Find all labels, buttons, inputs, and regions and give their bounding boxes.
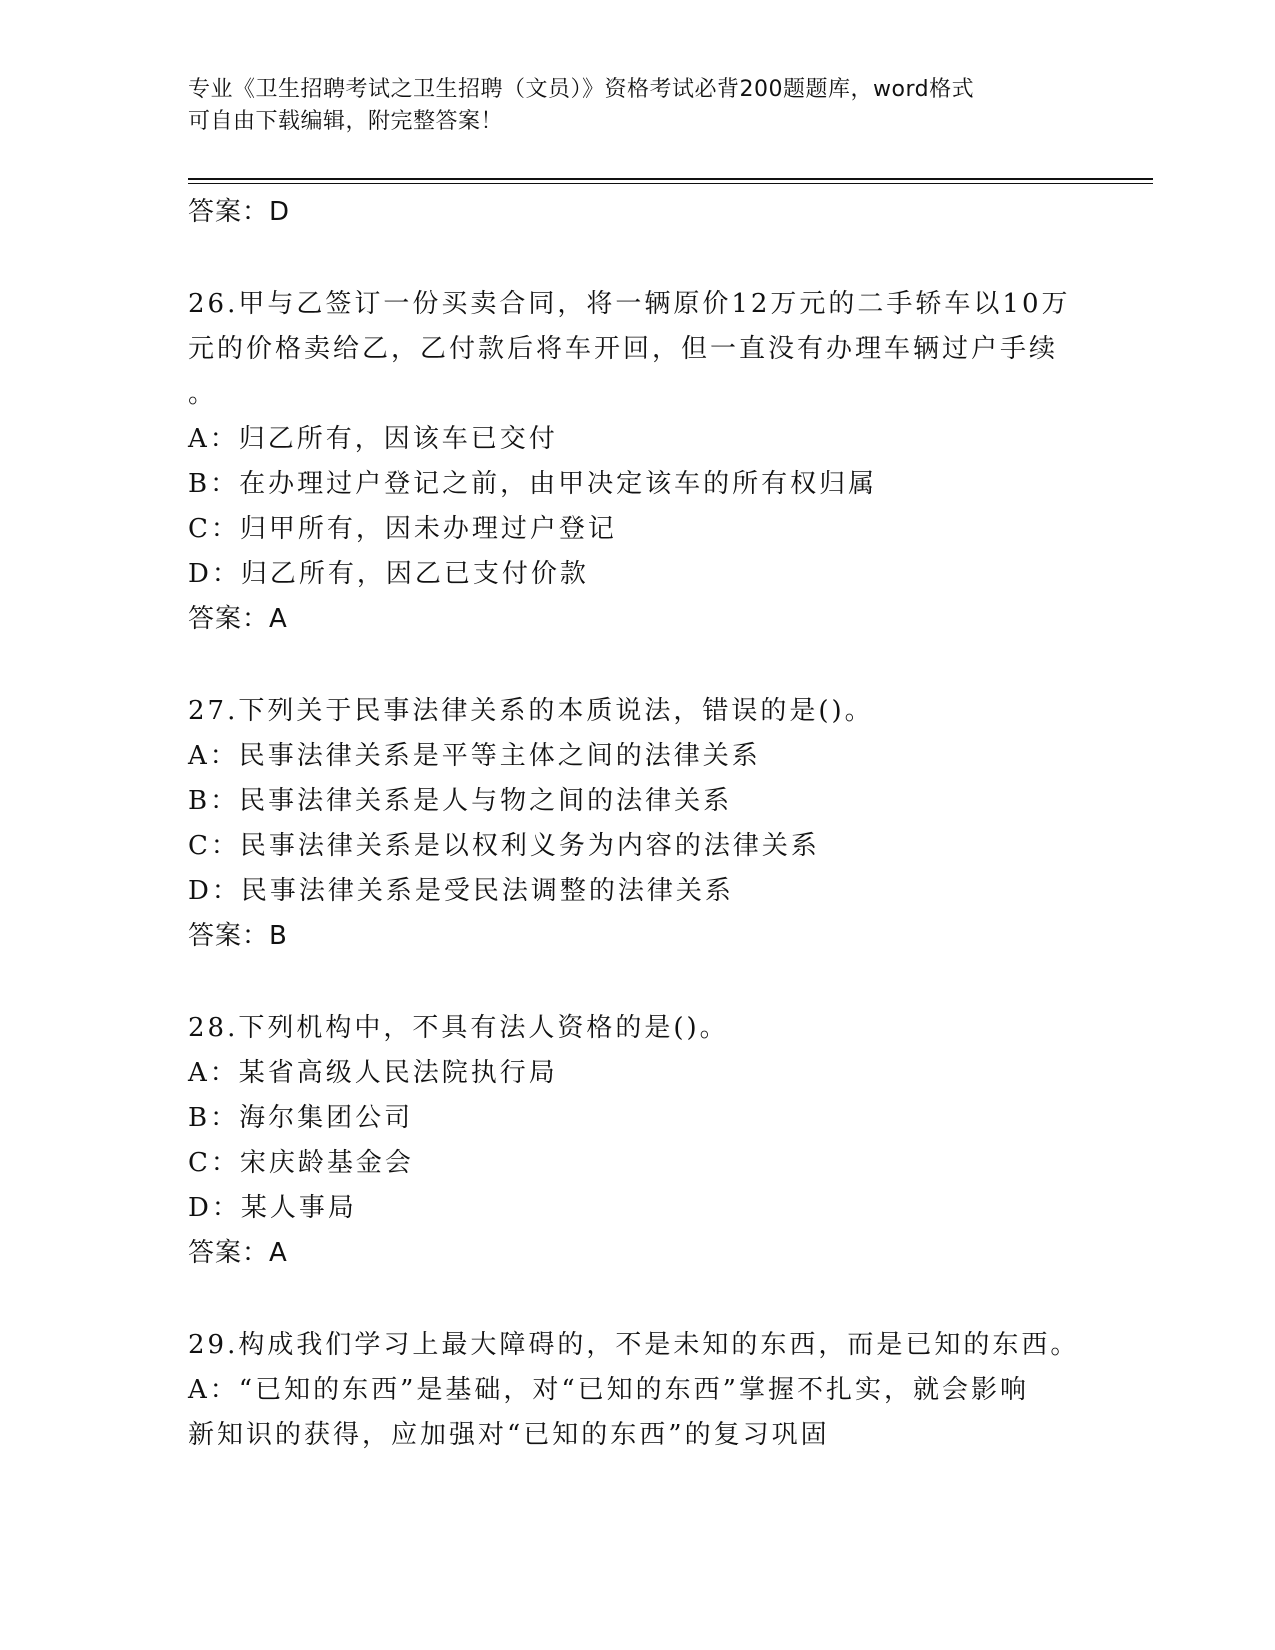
- question-27-option-a: A：民事法律关系是平等主体之间的法律关系: [188, 741, 761, 771]
- question-28-answer: 答案：A: [188, 1238, 288, 1268]
- question-27-answer: 答案：B: [188, 921, 288, 951]
- question-28-option-c: C：宋庆龄基金会: [188, 1148, 414, 1178]
- document-body: [188, 190, 1088, 1458]
- header-rule-thick: [188, 178, 1153, 180]
- question-26-answer: 答案：A: [188, 604, 288, 634]
- header-rule-thin: [188, 183, 1153, 184]
- spacer: [188, 959, 1088, 1006]
- spacer: [188, 235, 1088, 282]
- question-29: [188, 1323, 1088, 1458]
- spacer: [188, 642, 1088, 689]
- spacer: [188, 1276, 1088, 1323]
- question-29-stem: 29.构成我们学习上最大障碍的，不是未知的东西，而是已知的东西。: [188, 1330, 1080, 1360]
- question-26-line-2: 元的价格卖给乙，乙付款后将车开回，但一直没有办理车辆过户手续: [188, 334, 1059, 364]
- question-28: [188, 1006, 1088, 1276]
- question-27-stem: 27.下列关于民事法律关系的本质说法，错误的是()。: [188, 696, 874, 726]
- question-29-option-a-line-1: A：“已知的东西”是基础，对“已知的东西”掌握不扎实，就会影响: [188, 1375, 1029, 1405]
- question-27-option-c: C：民事法律关系是以权利义务为内容的法律关系: [188, 831, 820, 861]
- header-line-1: 专业《卫生招聘考试之卫生招聘（文员）》资格考试必背200题题库，word格式: [188, 77, 975, 102]
- header-line-2: 可自由下载编辑，附完整答案！: [188, 109, 504, 134]
- question-26-option-c: C：归甲所有，因未办理过户登记: [188, 514, 617, 544]
- question-26-option-a: A：归乙所有，因该车已交付: [188, 424, 558, 454]
- document-header: [188, 74, 1068, 138]
- question-26: [188, 282, 1088, 642]
- answer-prev-question: 答案：D: [188, 197, 291, 227]
- question-27-option-b: B：民事法律关系是人与物之间的法律关系: [188, 786, 733, 816]
- question-28-option-b: B：海尔集团公司: [188, 1103, 414, 1133]
- question-26-line-1: 26.甲与乙签订一份买卖合同，将一辆原价12万元的二手轿车以10万: [188, 289, 1071, 319]
- question-28-option-d: D：某人事局: [188, 1193, 357, 1223]
- question-28-option-a: A：某省高级人民法院执行局: [188, 1058, 558, 1088]
- question-27-option-d: D：民事法律关系是受民法调整的法律关系: [188, 876, 734, 906]
- question-29-option-a-line-2: 新知识的获得，应加强对“已知的东西”的复习巩固: [188, 1420, 830, 1450]
- question-26-option-b: B：在办理过户登记之前，由甲决定该车的所有权归属: [188, 469, 878, 499]
- question-26-line-3: 。: [188, 379, 218, 409]
- question-27: [188, 689, 1088, 959]
- question-28-stem: 28.下列机构中，不具有法人资格的是()。: [188, 1013, 729, 1043]
- question-26-option-d: D：归乙所有，因乙已支付价款: [188, 559, 589, 589]
